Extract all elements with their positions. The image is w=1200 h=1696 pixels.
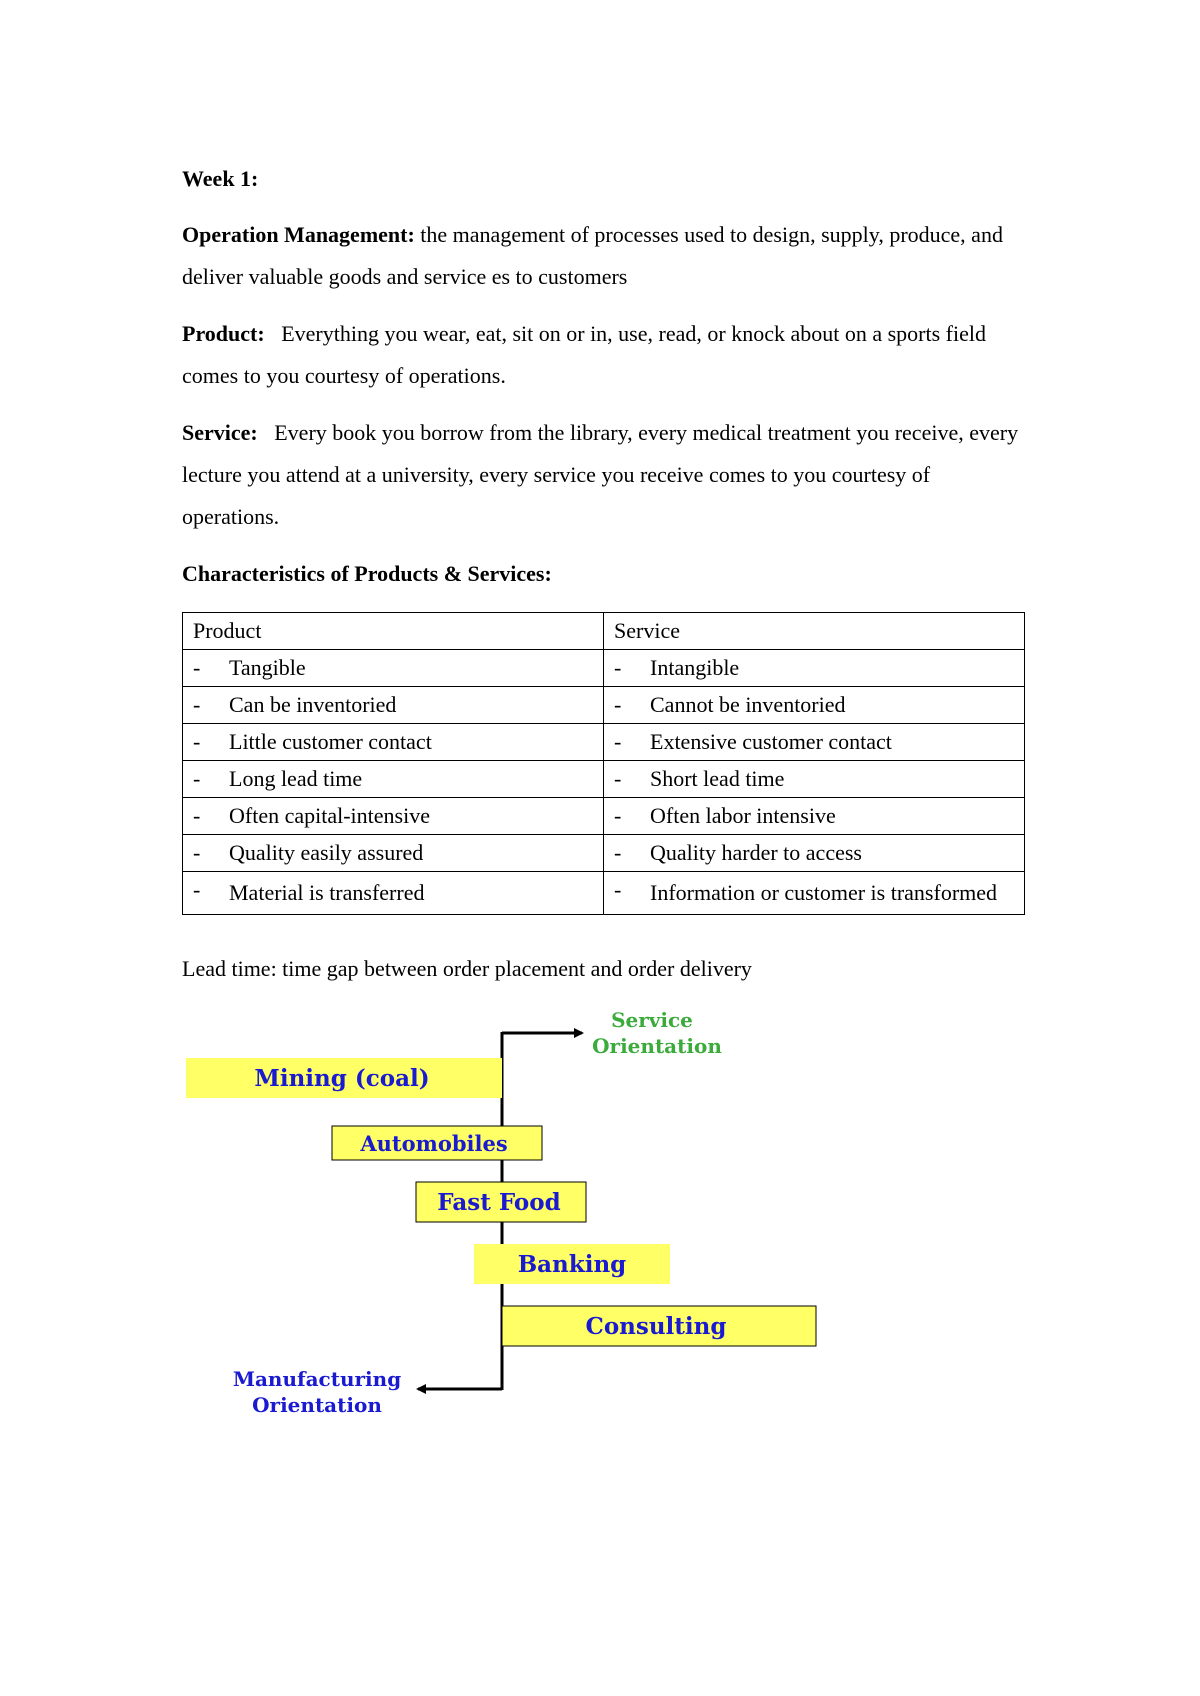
header-product: Product (183, 613, 604, 650)
box-automobiles-label: Automobiles (360, 1131, 508, 1156)
box-automobiles (332, 1126, 542, 1160)
week-heading: Week 1: (182, 166, 259, 191)
dash: - (193, 877, 201, 902)
dash: - (614, 692, 622, 717)
product-cell: Little customer contact (229, 729, 432, 754)
product-cell: Long lead time (229, 766, 363, 791)
dash: - (193, 655, 201, 680)
service-cell: Short lead time (650, 766, 785, 791)
definition: the management of processes used to design, supply, produce, and deliver valuable goods and service es to customers (182, 222, 1003, 289)
box-banking (474, 1244, 670, 1284)
term: Service: (182, 420, 258, 445)
product-cell: Quality easily assured (229, 840, 424, 865)
definition: Every book you borrow from the library, every medical treatment you receive, every lecture you attend at a university, every service you receive comes to you courtesy of operations. (182, 420, 1024, 529)
dash: - (614, 655, 622, 680)
box-fast-food-label: Fast Food (437, 1189, 561, 1216)
box-mining-label: Mining (coal) (254, 1065, 430, 1092)
product-cell: Often capital-intensive (229, 803, 430, 828)
box-consulting-label: Consulting (585, 1313, 727, 1340)
service-orientation-label-line1: Service (611, 1008, 693, 1032)
box-consulting (502, 1306, 816, 1346)
dash: - (614, 877, 622, 902)
dash: - (614, 766, 622, 791)
service-cell: Intangible (650, 655, 740, 680)
dash: - (193, 692, 201, 717)
product-cell: Material is transferred (229, 880, 425, 905)
characteristics-heading: Characteristics of Products & Services: (182, 561, 552, 586)
dash: - (614, 729, 622, 754)
box-fast-food (416, 1182, 586, 1222)
header-service: Service (604, 613, 1025, 650)
product-cell: Tangible (229, 655, 306, 680)
service-cell: Often labor intensive (650, 803, 836, 828)
service-cell: Cannot be inventoried (650, 692, 846, 717)
service-cell: Information or customer is transformed (650, 880, 998, 905)
dash: - (614, 803, 622, 828)
lead-time-note: Lead time: time gap between order placement and order delivery (182, 956, 752, 981)
dash: - (193, 766, 201, 791)
service-cell: Quality harder to access (650, 840, 862, 865)
dash: - (193, 729, 201, 754)
service-orientation-label-line2: Orientation (592, 1034, 722, 1058)
product-cell: Can be inventoried (229, 692, 397, 717)
box-mining (186, 1058, 502, 1098)
term: Operation Management: (182, 222, 415, 247)
dash: - (193, 803, 201, 828)
manufacturing-orientation-label-line2: Orientation (252, 1393, 382, 1417)
service-cell: Extensive customer contact (650, 729, 892, 754)
definition: Everything you wear, eat, sit on or in, use, read, or knock about on a sports field comes to you courtesy of operations. (182, 321, 992, 388)
dash: - (614, 840, 622, 865)
box-banking-label: Banking (517, 1251, 627, 1278)
term: Product: (182, 321, 265, 346)
manufacturing-orientation-label-line1: Manufacturing (232, 1367, 402, 1391)
dash: - (193, 840, 201, 865)
